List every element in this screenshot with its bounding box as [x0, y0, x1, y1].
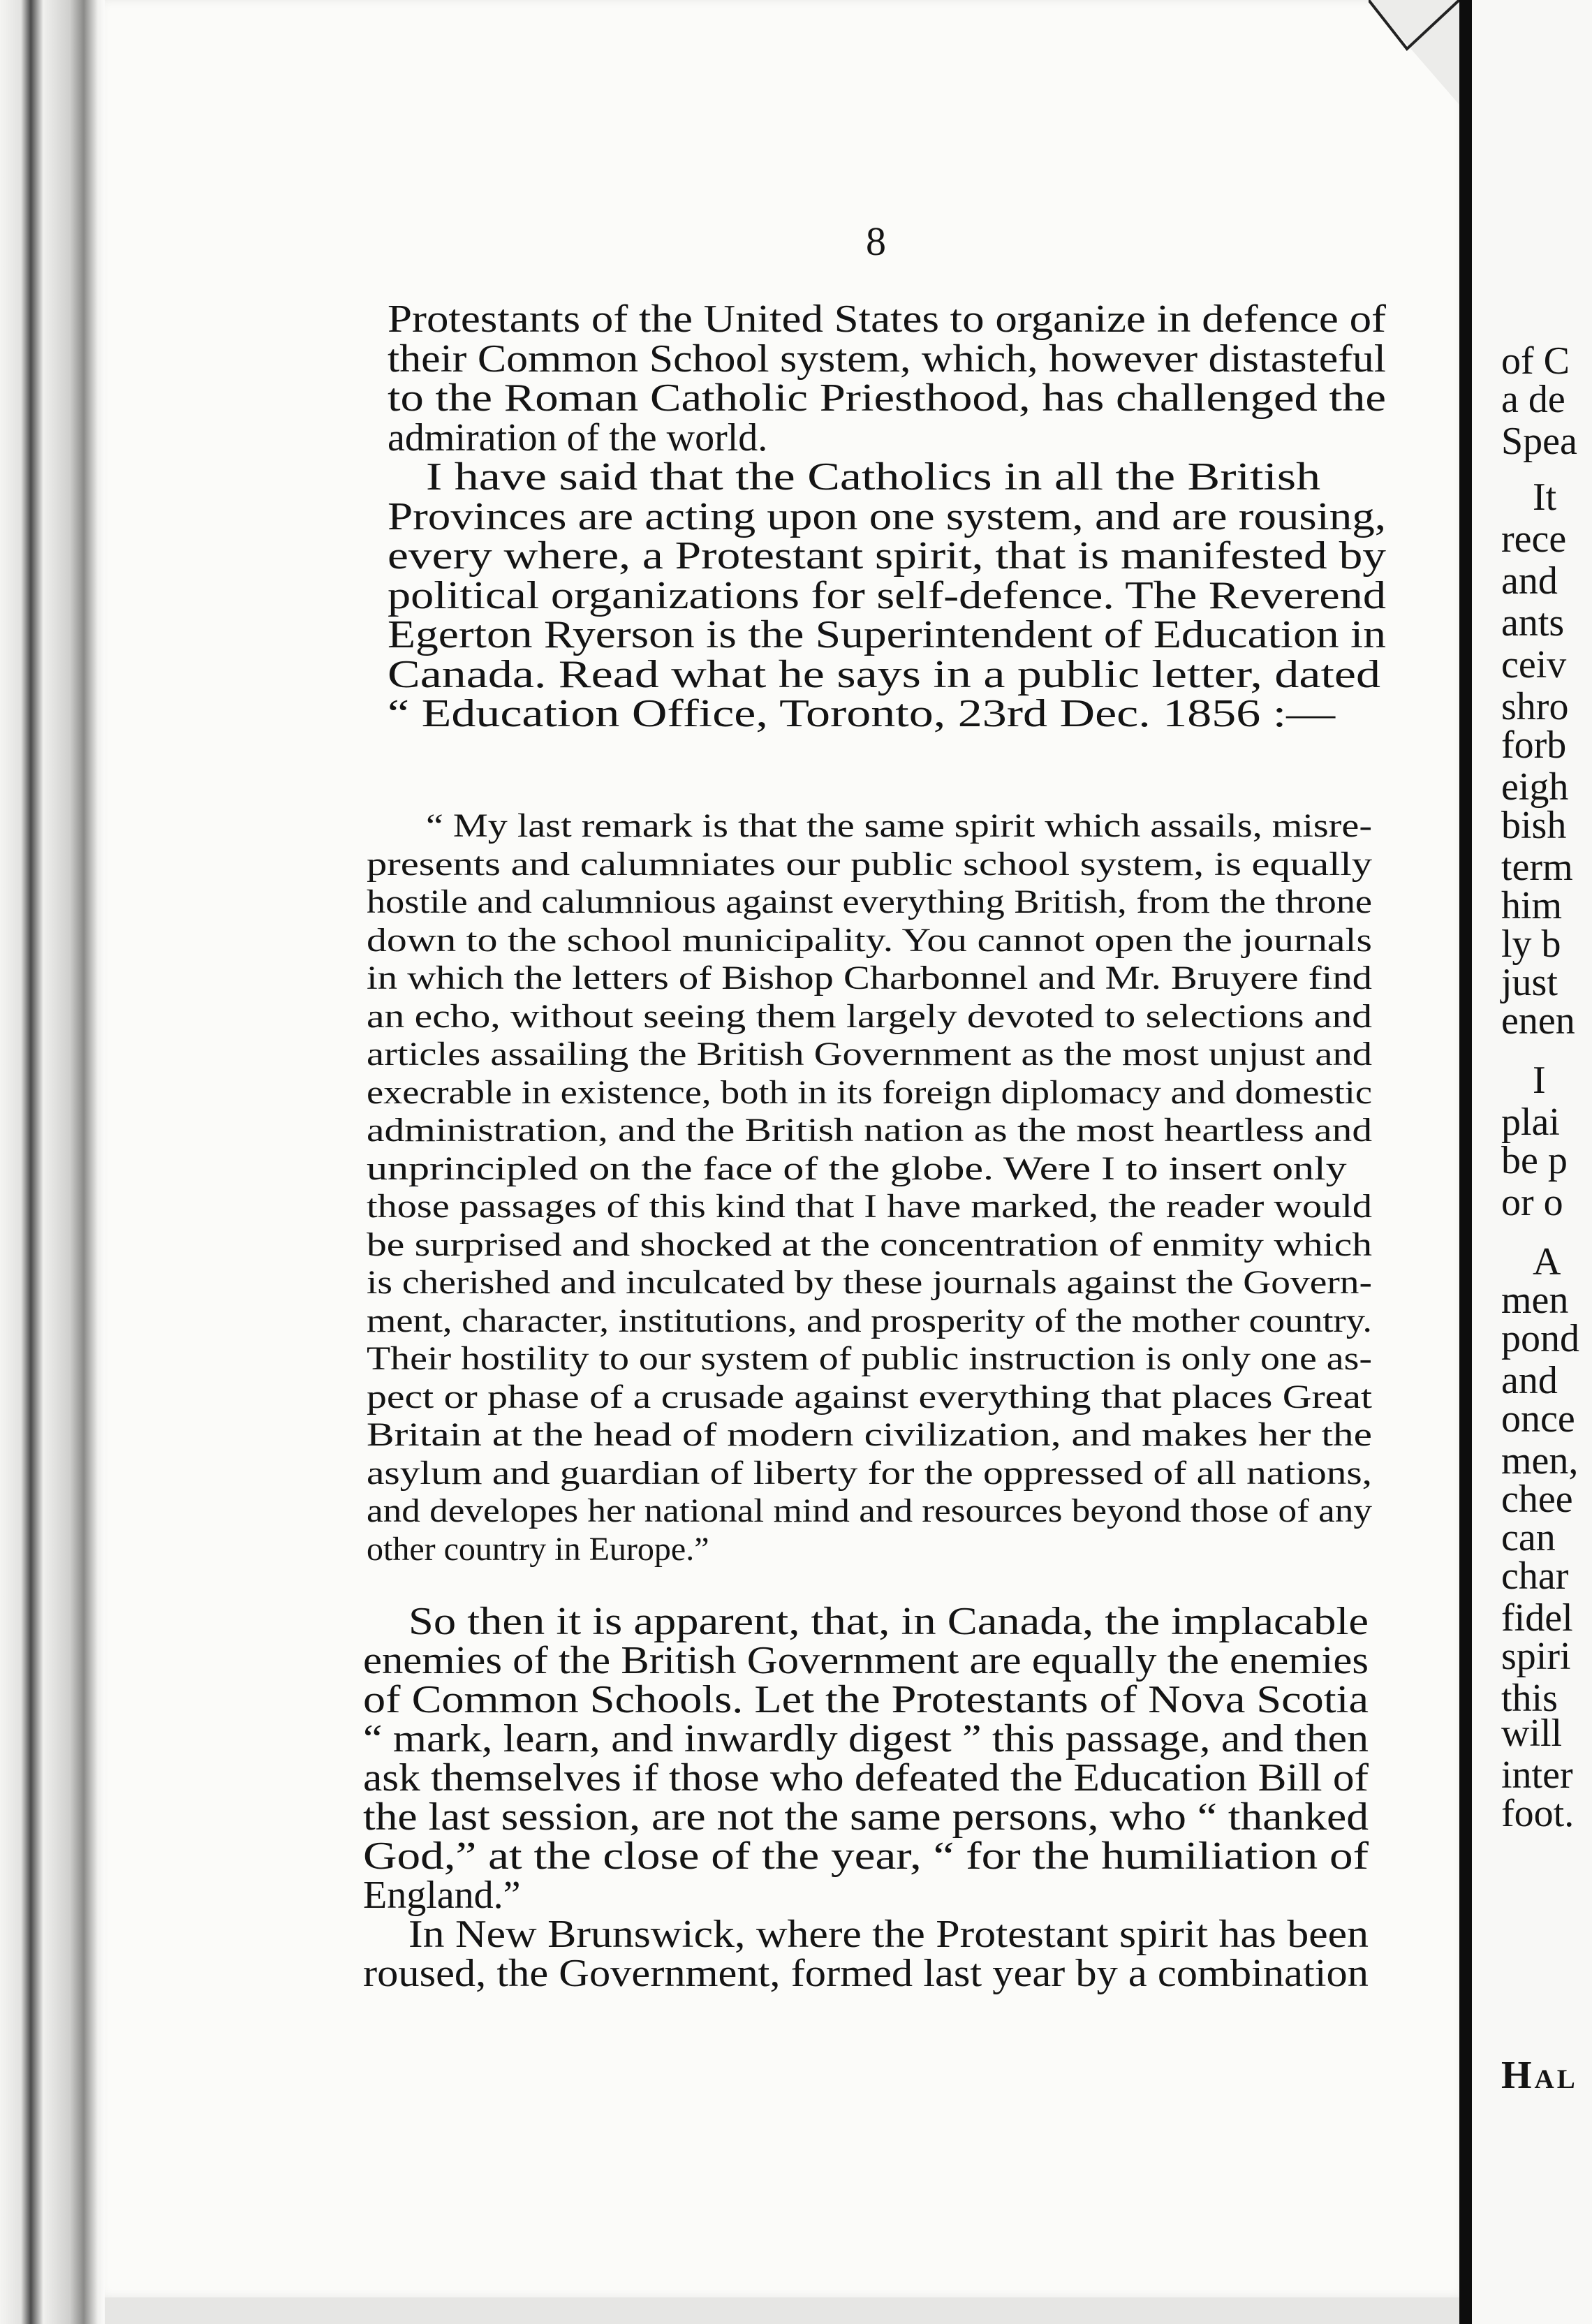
text-line: an echo, without seeing them largely devoted to selections and — [367, 997, 1372, 1035]
facing-page-line: eigh — [1501, 765, 1569, 809]
facing-page-line: be p — [1501, 1139, 1568, 1182]
text-line: those passages of this kind that I have marked, the reader would — [367, 1188, 1372, 1225]
text-line: ask themselves if those who defeated the Education Bill of — [363, 1756, 1369, 1800]
facing-page-line: of C — [1501, 339, 1570, 383]
text-line: asylum and guardian of liberty for the oppressed of all nations, — [367, 1454, 1373, 1492]
text-line: Provinces are acting upon one system, and are rousing, — [388, 494, 1386, 538]
facing-page-line: once — [1501, 1397, 1575, 1441]
facing-page-line: men — [1501, 1279, 1569, 1322]
facing-page-line: forb — [1501, 723, 1567, 767]
facing-page-line: just — [1501, 961, 1558, 1004]
text-line: “ My last remark is that the same spirit which assails, misre- — [426, 807, 1372, 844]
page-corner-fold — [1369, 0, 1459, 105]
facing-page-line: enen — [1501, 999, 1575, 1043]
text-line: Canada. Read what he says in a public letter, dated — [388, 652, 1380, 696]
facing-page-line: pond — [1501, 1317, 1579, 1360]
facing-page-line: fidel — [1501, 1596, 1573, 1640]
text-line: Protestants of the United States to organize in defence of — [388, 297, 1386, 341]
facing-page-line: bish — [1501, 804, 1567, 847]
facing-page-line: foot. — [1501, 1792, 1575, 1835]
facing-page-line: spiri — [1501, 1635, 1571, 1678]
text-line: of Common Schools. Let the Protestants of Nova Scotia — [363, 1678, 1369, 1721]
text-line: articles assailing the British Government as the most unjust and — [367, 1036, 1372, 1073]
facing-page-line: chee — [1501, 1478, 1573, 1521]
text-line: Egerton Ryerson is the Superintendent of Education in — [388, 613, 1386, 656]
binding-edge — [0, 0, 105, 2324]
text-line: ment, character, institutions, and prosperity of the mother country. — [367, 1302, 1373, 1339]
text-line: every where, a Protestant spirit, that is manifested by — [388, 534, 1386, 578]
facing-page-line: will — [1501, 1712, 1563, 1755]
facing-page-line: It — [1533, 476, 1557, 519]
page-gutter — [1459, 0, 1472, 2324]
facing-page-line: Spea — [1501, 420, 1577, 463]
text-line: Britain at the head of modern civilization, and makes her the — [367, 1416, 1372, 1453]
facing-page-line: and — [1501, 559, 1558, 603]
text-line: pect or phase of a crusade against everything that places Great — [367, 1378, 1373, 1415]
facing-page-line: and — [1501, 1359, 1558, 1402]
text-line: So then it is apparent, that, in Canada, the implacable — [408, 1600, 1369, 1643]
text-line: political organizations for self-defence. The Reverend — [388, 573, 1386, 617]
text-line: in which the letters of Bishop Charbonnel and Mr. Bruyere find — [367, 959, 1372, 996]
text-line: roused, the Government, formed last year by a combination — [363, 1952, 1369, 1995]
facing-page-line: ly b — [1501, 922, 1561, 966]
facing-page-line: inter — [1501, 1753, 1573, 1797]
facing-page-line: or o — [1501, 1181, 1563, 1224]
facing-page-line: term — [1501, 846, 1573, 889]
facing-page-line: ants — [1501, 601, 1565, 645]
facing-page-line: I — [1533, 1059, 1546, 1102]
text-line: England.” — [363, 1874, 521, 1917]
text-line: unprincipled on the face of the globe. Were I to insert only — [367, 1149, 1347, 1187]
facing-page-line: this — [1501, 1677, 1558, 1720]
text-line: In New Brunswick, where the Protestant spirit has been — [408, 1913, 1369, 1956]
facing-page-line: char — [1501, 1554, 1569, 1598]
text-line: hostile and calumnious against everything British, from the throne — [367, 883, 1372, 920]
text-line: to the Roman Catholic Priesthood, has challenged the — [388, 376, 1386, 420]
text-line: other country in Europe.” — [367, 1530, 709, 1568]
text-line: I have said that the Catholics in all the British — [426, 455, 1321, 499]
text-line: down to the school municipality. You cannot open the journals — [367, 921, 1372, 959]
text-line: Their hostility to our system of public instruction is only one as- — [367, 1340, 1372, 1377]
page-bottom-edge — [105, 2297, 1459, 2324]
text-line: be surprised and shocked at the concentration of enmity which — [367, 1226, 1372, 1263]
text-line: admiration of the world. — [388, 415, 768, 459]
facing-page-line: men, — [1501, 1439, 1579, 1483]
facing-page-line: rece — [1501, 517, 1567, 561]
text-line: is cherished and inculcated by these journals against the Govern- — [367, 1264, 1372, 1301]
facing-page-line: him — [1501, 884, 1563, 927]
text-line: “ Education Office, Toronto, 23rd Dec. 1856 :— — [388, 692, 1336, 735]
facing-page-line: ceiv — [1501, 643, 1567, 686]
facing-page-line: plai — [1501, 1101, 1560, 1144]
text-line: enemies of the British Government are equally the enemies — [363, 1639, 1369, 1682]
text-line: God,” at the close of the year, “ for the humiliation of — [363, 1834, 1369, 1878]
facing-page-line: shro — [1501, 685, 1569, 728]
facing-page-line: can — [1501, 1516, 1556, 1559]
text-line: “ mark, learn, and inwardly digest ” this passage, and then — [363, 1717, 1369, 1760]
text-line: presents and calumniates our public school system, is equally — [367, 845, 1372, 883]
facing-page-line: A — [1533, 1240, 1561, 1284]
text-line: administration, and the British nation as the most heartless and — [367, 1112, 1372, 1149]
page-number: 8 — [866, 219, 886, 264]
text-line: execrable in existence, both in its foreign diplomacy and domestic — [367, 1073, 1373, 1111]
text-line: and developes her national mind and resources beyond those of any — [367, 1492, 1372, 1529]
text-line: their Common School system, which, however distasteful — [388, 337, 1386, 381]
facing-page-footer: Hal — [1501, 2054, 1578, 2097]
facing-page-line: a de — [1501, 378, 1565, 421]
text-line: the last session, are not the same persons, who “ thanked — [363, 1795, 1369, 1839]
